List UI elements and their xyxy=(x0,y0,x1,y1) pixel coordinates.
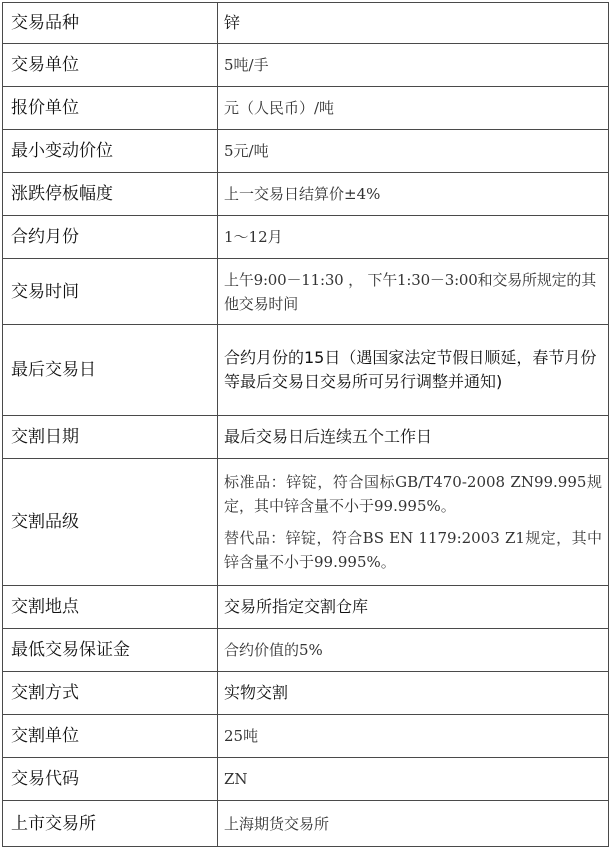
contract-spec-table xyxy=(2,2,609,847)
table-row xyxy=(3,416,609,459)
row-label: 交易品种 xyxy=(3,3,218,44)
row-label: 交割品级 xyxy=(3,459,218,586)
table-row xyxy=(3,459,609,586)
row-value: 上一交易日结算价±4% xyxy=(218,173,609,216)
row-label: 最小变动价位 xyxy=(3,130,218,173)
table-row xyxy=(3,672,609,715)
table-row xyxy=(3,216,609,259)
row-label: 上市交易所 xyxy=(3,801,218,847)
row-label: 交割地点 xyxy=(3,586,218,629)
row-label: 交易代码 xyxy=(3,758,218,801)
row-value: 实物交割 xyxy=(218,672,609,715)
row-value: 最后交易日后连续五个工作日 xyxy=(218,416,609,459)
row-label: 交割方式 xyxy=(3,672,218,715)
table-row xyxy=(3,130,609,173)
table-row xyxy=(3,44,609,87)
row-label: 涨跌停板幅度 xyxy=(3,173,218,216)
standard-grade-text: 标准品：锌锭，符合国标GB/T470-2008 ZN99.995规定，其中锌含量不小于99.995%。 xyxy=(224,473,602,515)
row-label: 交易单位 xyxy=(3,44,218,87)
row-label: 最低交易保证金 xyxy=(3,629,218,672)
row-value: 合约月份的15日（遇国家法定节假日顺延，春节月份等最后交易日交易所可另行调整并通知) xyxy=(218,325,609,416)
row-value xyxy=(218,459,609,586)
row-label: 交易时间 xyxy=(3,259,218,325)
row-value: 1～12月 xyxy=(218,216,609,259)
row-value: 上海期货交易所 xyxy=(218,801,609,847)
table-row xyxy=(3,3,609,44)
table-row xyxy=(3,173,609,216)
row-value: 元（人民币）/吨 xyxy=(218,87,609,130)
row-label: 合约月份 xyxy=(3,216,218,259)
substitute-grade-text: 替代品：锌锭，符合BS EN 1179:2003 Z1规定，其中锌含量不小于99.995%。 xyxy=(224,529,602,571)
row-label: 报价单位 xyxy=(3,87,218,130)
table-row xyxy=(3,715,609,758)
row-value: 上午9:00－11:30 ， 下午1:30－3:00和交易所规定的其他交易时间 xyxy=(218,259,609,325)
table-row xyxy=(3,325,609,416)
table-row xyxy=(3,758,609,801)
table-row xyxy=(3,629,609,672)
row-value: 25吨 xyxy=(218,715,609,758)
row-value: 5元/吨 xyxy=(218,130,609,173)
row-value: ZN xyxy=(218,758,609,801)
table-row xyxy=(3,801,609,847)
table-row xyxy=(3,259,609,325)
table-row xyxy=(3,586,609,629)
row-value: 锌 xyxy=(218,3,609,44)
row-label: 交割单位 xyxy=(3,715,218,758)
row-label: 最后交易日 xyxy=(3,325,218,416)
row-value: 交易所指定交割仓库 xyxy=(218,586,609,629)
row-label: 交割日期 xyxy=(3,416,218,459)
row-value: 5吨/手 xyxy=(218,44,609,87)
table-row xyxy=(3,87,609,130)
row-value: 合约价值的5% xyxy=(218,629,609,672)
